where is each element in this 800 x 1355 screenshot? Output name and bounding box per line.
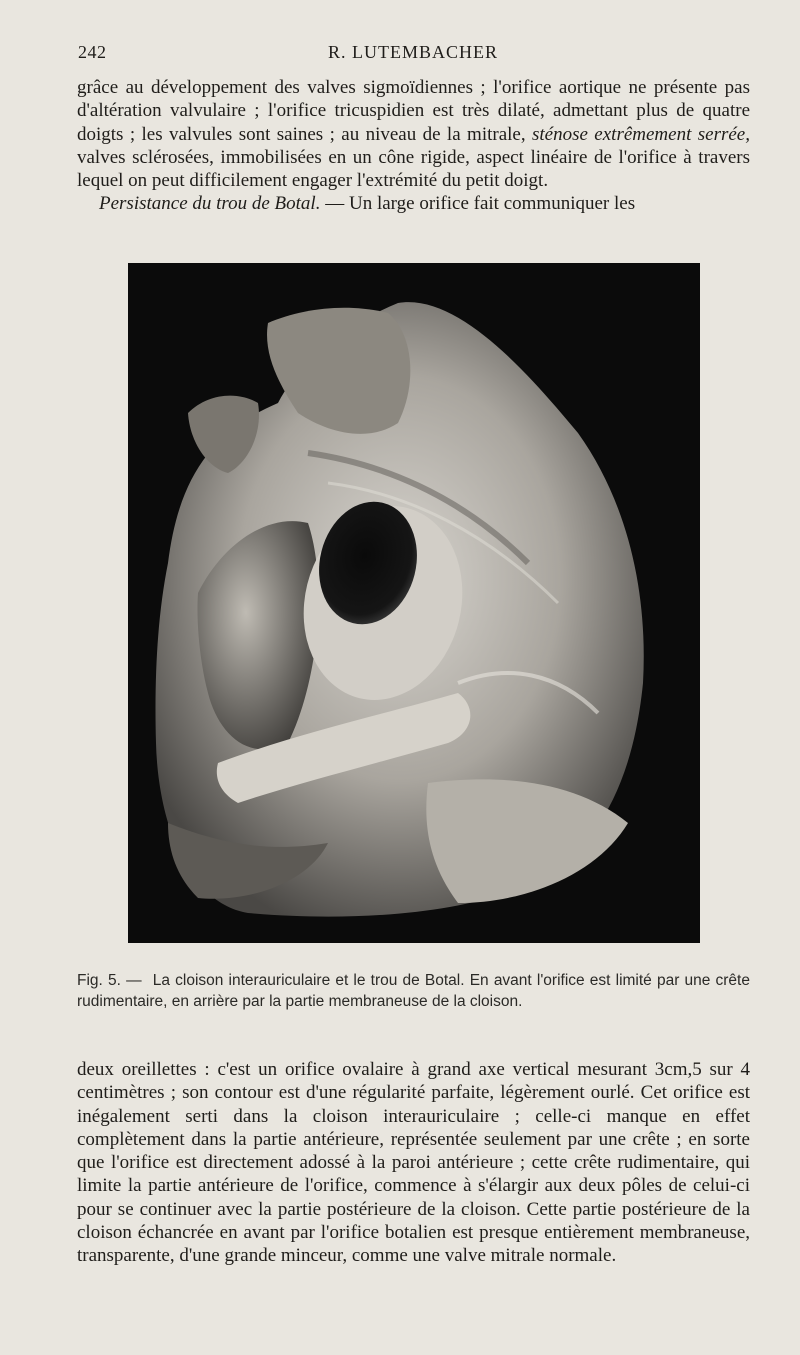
section-heading-botal: Persistance du trou de Botal. [99,193,321,215]
figure-heart-photo [128,263,700,943]
body-text-bottom [77,1058,750,1268]
page-number: 242 [78,42,107,62]
body-text-top [77,76,750,216]
paragraph-top-line2: valves sclérosées, immobilisées en un cône rigide, aspect linéaire de l'orifice à travers lequel on peut difficilement engager l'extrémité du petit doigt. [77,146,750,192]
paragraph-top-emphasis: sténose extrêmement serrée, [531,123,750,145]
figure-caption [77,970,750,1012]
running-head: R. LUTEMBACHER [327,42,498,62]
caption-text: La cloison interauriculaire et le trou de Botal. En avant l'orifice est limité par une crête rudimentaire, en arrière par la partie membraneuse de la cloison. [77,972,750,1010]
paragraph-top [77,76,750,192]
paragraph-botal [77,192,750,215]
caption-label: Fig. 5. — [77,972,142,989]
heart-specimen-image [128,263,700,943]
paragraph-botal-text: — Un large orifice fait communiquer les [325,193,636,215]
page-header [78,40,748,66]
paragraph-top-line1: grâce au développement des valves sigmoïdiennes ; l'orifice aortique ne présente pas d'altération valvulaire ; l'orifice tricuspidien est très dilaté, admettant plus de quatre doigts ; les valvules sont saines ; au niveau de la mitrale, [77,77,750,145]
paragraph-bottom: deux oreillettes : c'est un orifice ovalaire à grand axe vertical mesurant 3cm,5 sur 4 centimètres ; son contour est d'une régularité parfaite, légèrement ourlé. Cet orifice est inégalement serti dans la cloison interauriculaire ; celle-ci manque en effet complètement dans la partie antérieure, représentée seulement par une crête ; en sorte que l'orifice est directement adossé à la paroi antérieure ; cette crête rudimentaire, qui limite la partie antérieure de l'orifice, commence à s'élargir aux deux pôles de celui-ci pour se continuer avec la partie postérieure de la cloison. Cette partie postérieure de la cloison échancrée en avant par l'orifice botalien est presque entièrement membraneuse, transparente, d'une grande minceur, comme une valve mitrale normale. [77,1059,750,1267]
